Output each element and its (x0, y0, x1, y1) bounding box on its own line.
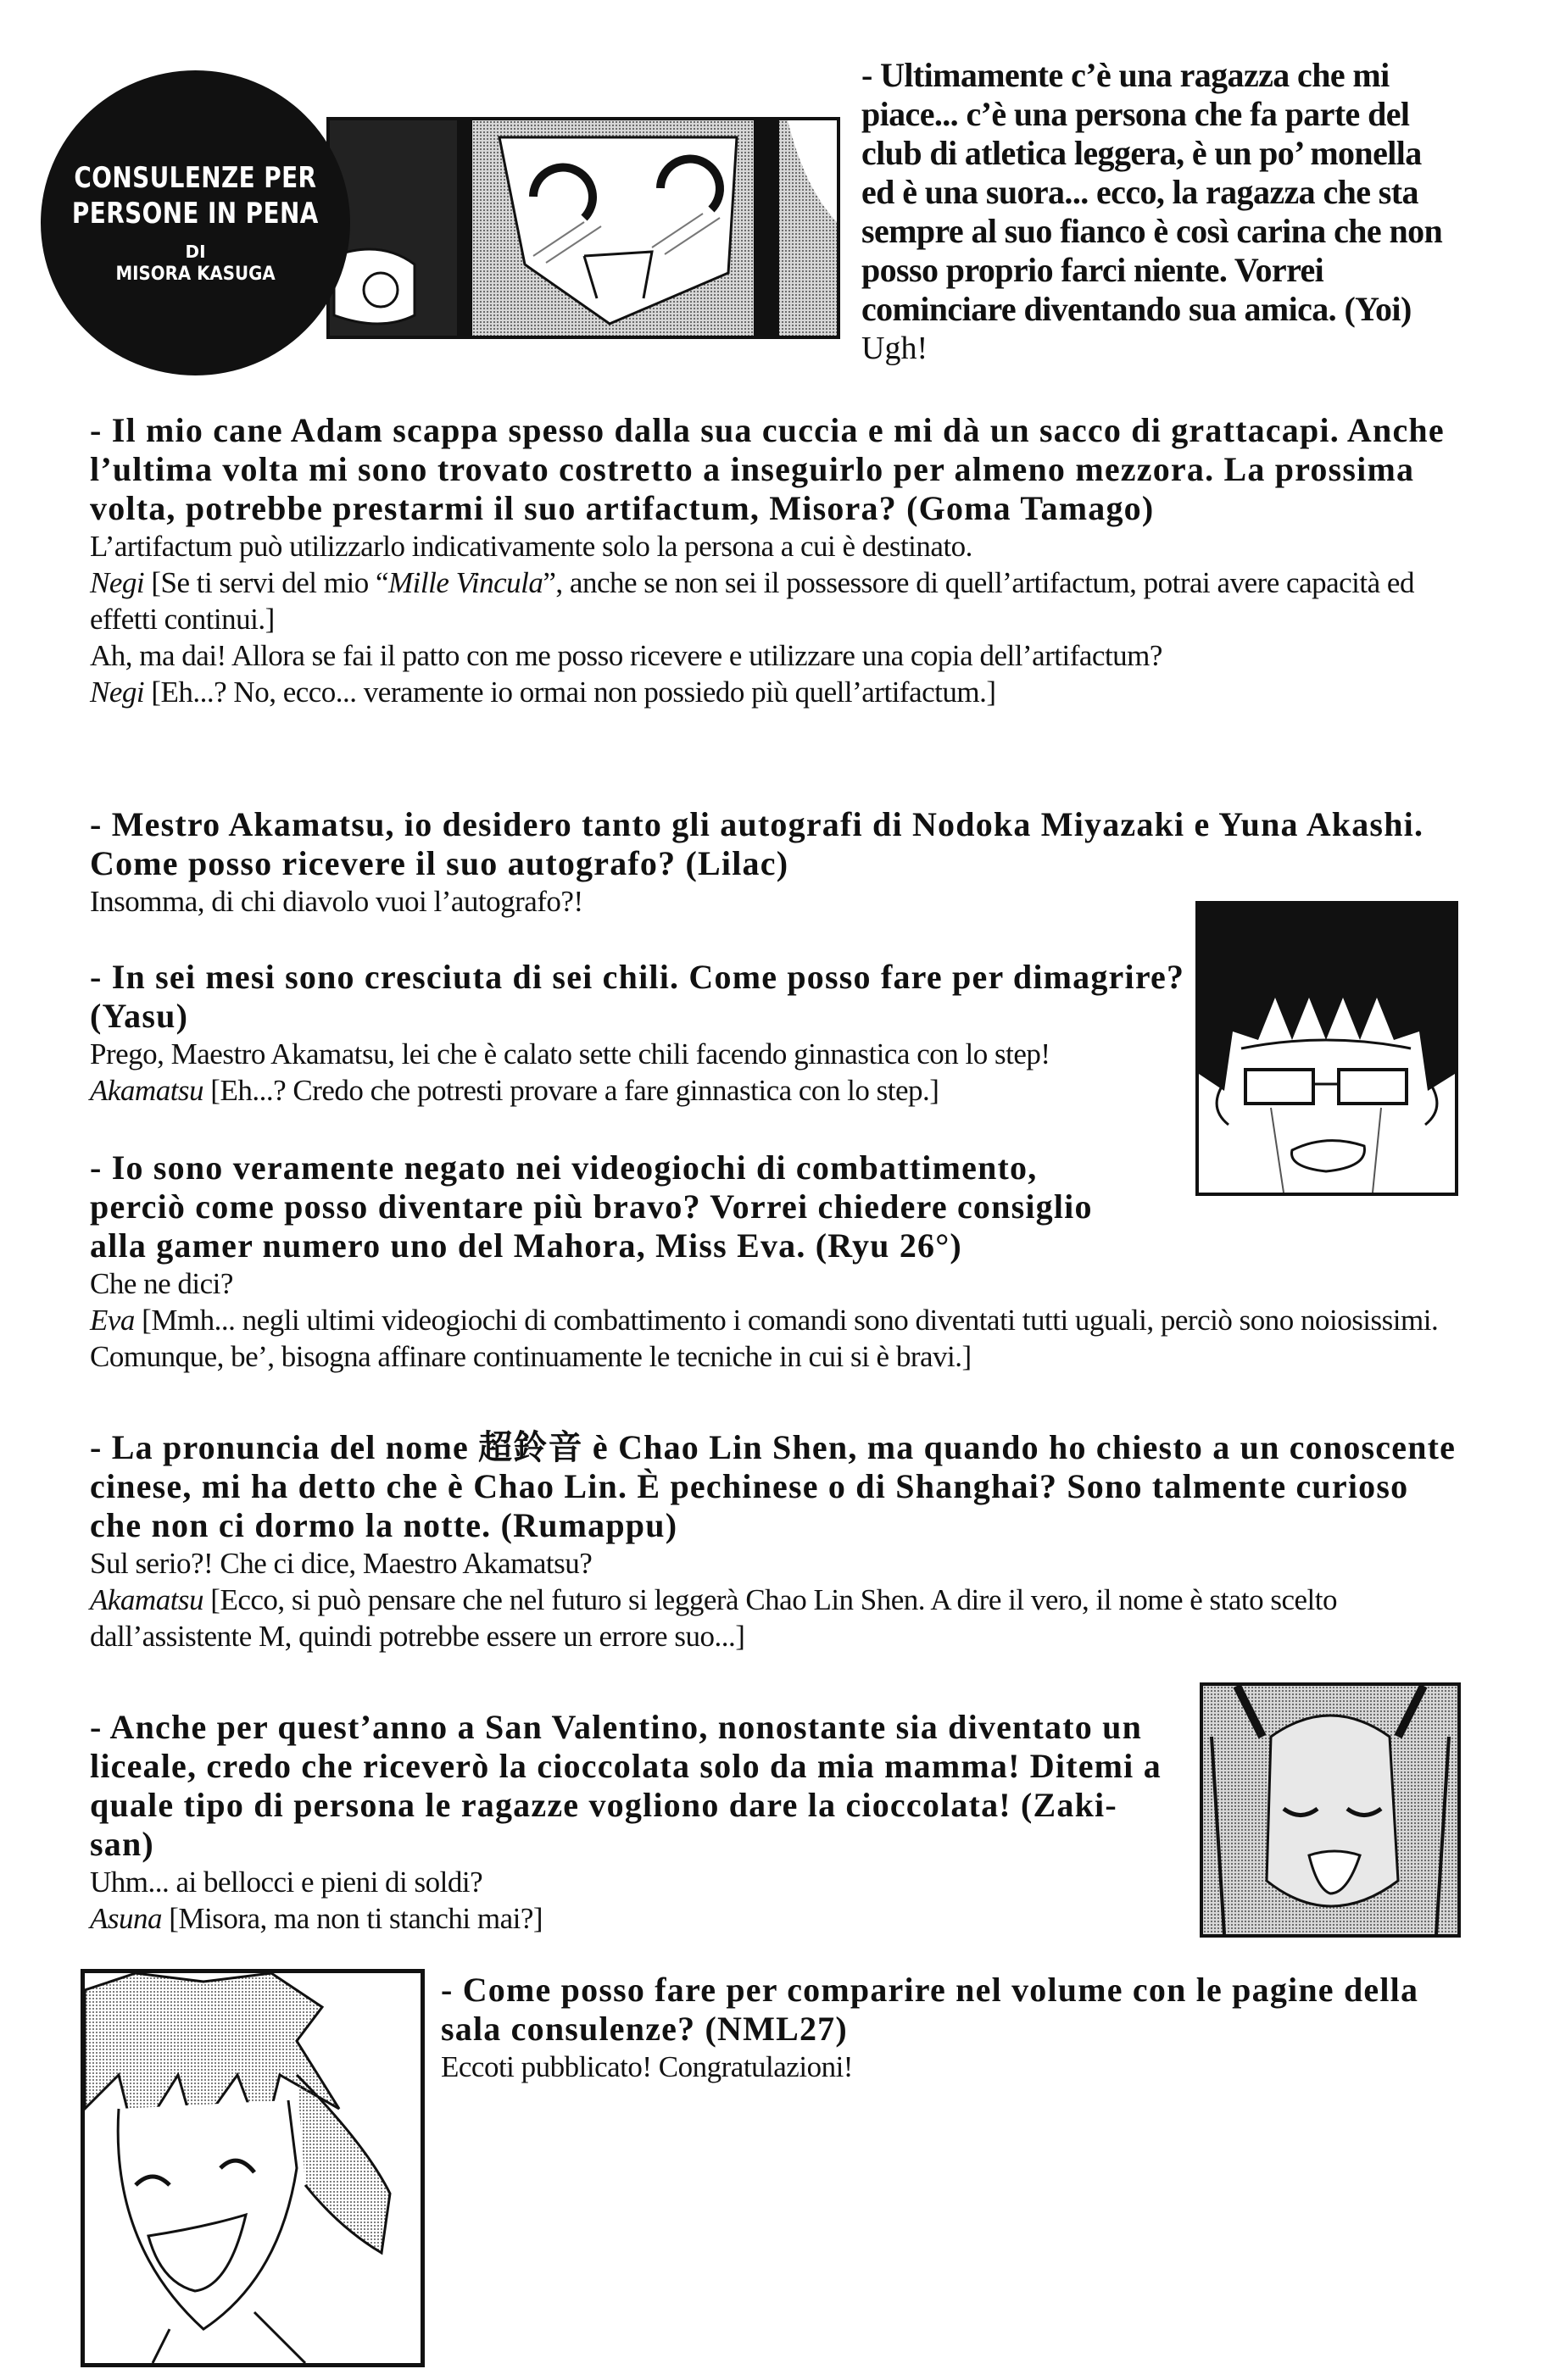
answer-text (90, 1302, 1463, 1375)
answer-line: ”, anche se non sei il possessore di quell’artifactum, potrai avere capacità ed effetti continui.] (90, 566, 1414, 636)
question-text: - La pronuncia del nome 超鈴音 è Chao Lin Shen, ma quando ho chiesto a un conoscente cinese, mi ha detto che è Chao Lin. È pechinese o di Shanghai? Sono talmente curioso che non ci dormo la notte. (Rumappu) (90, 1428, 1457, 1544)
speaker-label: Akamatsu (90, 1583, 204, 1616)
question-text: - Ultimamente c’è una ragazza che mi piace... c’è una persona che fa parte del club di atletica leggera, è un po’ monella ed è una suora... ecco, la ragazza che sta sempre al suo fianco è così carina che non posso proprio farci niente. Vorrei cominciare diventando sua amica. (Yoi) (861, 56, 1443, 328)
answer-line: [Se ti servi del mio “ (151, 566, 388, 599)
answer-line: L’artifactum può utilizzarlo indicativamente solo la persona a cui è destinato. (90, 530, 972, 563)
speaker-label: Akamatsu (90, 1074, 204, 1107)
asuna-portrait (1200, 1682, 1461, 1938)
laughing-boy-icon (85, 1973, 421, 2363)
qa-entry-4 (90, 1148, 1463, 1375)
question-text: - Anche per quest’anno a San Valentino, nonostante sia diventato un liceale, credo che riceverò la cioccolata solo da mia mamma! Ditemi a quale tipo di persona le ragazze vogliono dare la cioccolata! (Zaki-san) (90, 1708, 1162, 1863)
answer-line: [Misora, ma non ti stanchi mai?] (169, 1902, 543, 1935)
header-by: DI (185, 242, 206, 262)
header-author: MISORA KASUGA (115, 264, 276, 285)
question-text: - In sei mesi sono cresciuta di sei chili. Come posso fare per dimagrire? (Yasu) (90, 958, 1185, 1035)
speaker-label: Negi (90, 676, 145, 709)
answer-text (90, 637, 1446, 674)
qa-entry-0 (861, 56, 1455, 368)
header-badge (41, 70, 350, 375)
answer-text (90, 1582, 1463, 1654)
boy-portrait (81, 1969, 425, 2367)
answer-text (90, 1900, 1175, 1937)
italic-title: Mille Vincula (388, 566, 543, 599)
answer-line: Sul serio?! Che ci dice, Maestro Akamatsu? (90, 1547, 593, 1580)
qa-entry-1 (90, 411, 1446, 710)
answer-text (90, 1545, 1463, 1582)
answer-line: [Mmh... negli ultimi videogiochi di combattimento i comandi sono diventati tutti uguali, perciò sono noiosissimi. Comunque, be’, bisogna affinare continuamente le tecniche in cui si è bravi.] (90, 1304, 1439, 1373)
answer-line: Ah, ma dai! Allora se fai il patto con me posso ricevere e utilizzare una copia dell’artifactum? (90, 639, 1162, 672)
answer-text (441, 2049, 1484, 2085)
misora-face-icon (330, 120, 837, 336)
answer-line: Eccoti pubblicato! Congratulazioni! (441, 2050, 853, 2083)
answer-text (90, 528, 1446, 564)
qa-entry-6 (90, 1708, 1175, 1937)
question-text: - Il mio cane Adam scappa spesso dalla sua cuccia e mi dà un sacco di grattacapi. Anche l’ultima volta mi sono trovato costretto a inseguirlo per almeno mezzora. La prossima volta, potrebbe prestarmi il suo artifactum, Misora? (Goma Tamago) (90, 411, 1445, 527)
answer-line: Insomma, di chi diavolo vuoi l’autografo?! (90, 885, 583, 918)
answer-line: [Eh...? No, ecco... veramente io ormai non possiedo più quell’artifactum.] (151, 676, 996, 709)
answer-line: [Eh...? Credo che potresti provare a fare ginnastica con lo step.] (210, 1074, 939, 1107)
answer-text (90, 1036, 1192, 1072)
speaker-label: Eva (90, 1304, 135, 1337)
speaker-label: Asuna (90, 1902, 162, 1935)
answer-text (90, 1265, 1463, 1302)
question-text: - Mestro Akamatsu, io desidero tanto gli autografi di Nodoka Miyazaki e Yuna Akashi. Come posso ricevere il suo autografo? (Lilac) (90, 805, 1424, 882)
header-title-line2: PERSONE IN PENA (72, 197, 319, 231)
answer-text (90, 1072, 1192, 1109)
answer-text (90, 1864, 1175, 1900)
question-text: - Io sono veramente negato nei videogiochi di combattimento, perciò come posso diventare più bravo? Vorrei chiedere consiglio alla gamer numero uno del Mahora, Miss Eva. (Ryu 26°) (90, 1148, 1093, 1265)
answer-text: Ugh! (861, 331, 928, 366)
qa-entry-7 (441, 1971, 1484, 2085)
header-title-line1: CONSULENZE PER (74, 161, 317, 195)
header-panel-image (326, 117, 840, 339)
qa-entry-3 (90, 958, 1192, 1109)
question-text: - Come posso fare per comparire nel volume con le pagine della sala consulenze? (NML27) (441, 1971, 1419, 2048)
answer-line: [Ecco, si può pensare che nel futuro si leggerà Chao Lin Shen. A dire il vero, il nome è stato scelto dall’assistente M, quindi potrebbe essere un errore suo...] (90, 1583, 1337, 1653)
answer-line: Uhm... ai bellocci e pieni di soldi? (90, 1866, 483, 1899)
answer-line: Che ne dici? (90, 1267, 233, 1300)
qa-entry-5 (90, 1428, 1463, 1654)
answer-line: Prego, Maestro Akamatsu, lei che è calato sette chili facendo ginnastica con lo step! (90, 1037, 1050, 1070)
smiling-girl-icon (1203, 1686, 1457, 1934)
speaker-label: Negi (90, 566, 145, 599)
answer-text (90, 674, 1446, 710)
answer-text (90, 564, 1446, 637)
